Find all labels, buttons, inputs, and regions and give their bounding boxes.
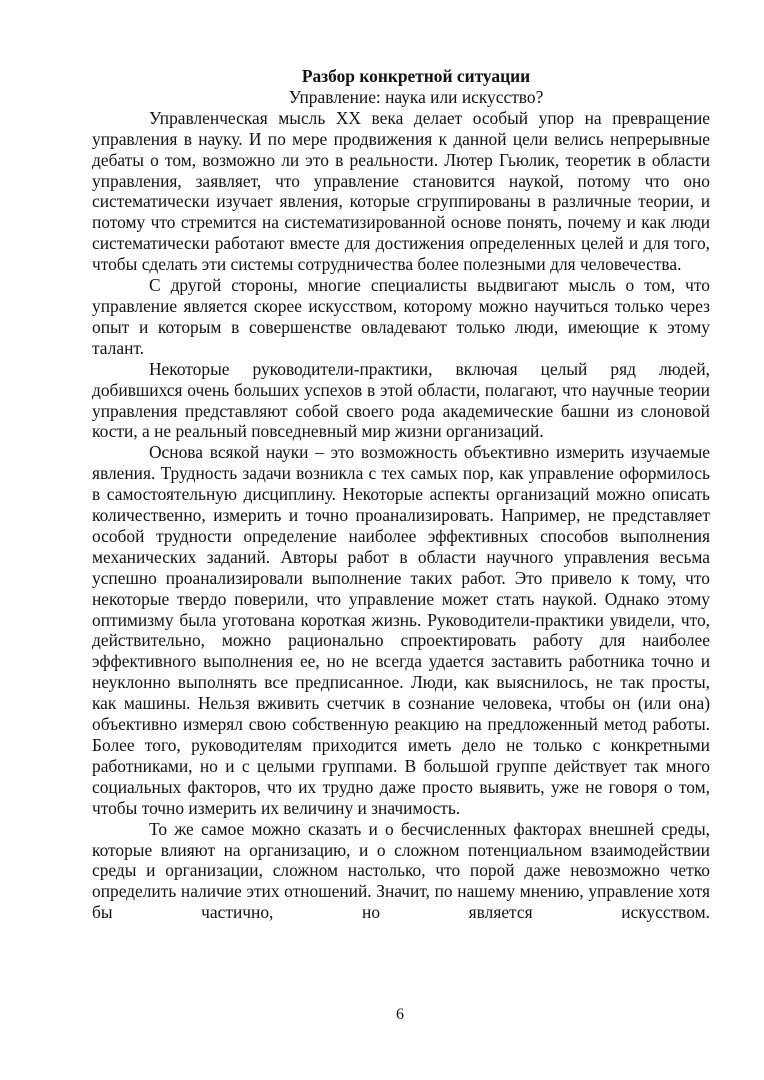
- paragraph-5: То же самое можно сказать и о бесчисленных факторах внешней среды, которые влияют на организацию, и о сложном потенциальном взаимодействии среды и организации, сложном настолько, что порой даже невозможно четко определить наличие этих отношений. Значит, по нашему мнению, управление хотя бы частично, но является искусством.: [92, 818, 710, 923]
- paragraph-1: Управленческая мысль XX века делает особый упор на превращение управления в науку. И по мере продвижения к данной цели велись непрерывные дебаты о том, возможно ли это в реальности. Лютер Гьюлик, теоретик в области управления, заявляет, что управление становится наукой, потому что оно систематически изучает явления, которые сгруппированы в различные теории, и потому что стремится на систематизированной основе понять, почему и как люди систематически работают вместе для достижения определенных целей и для того, чтобы сделать эти системы сотрудничества более полезными для человечества.: [92, 107, 710, 275]
- paragraph-3: Некоторые руководители-практики, включая целый ряд людей, добившихся очень больших успехов в этой области, полагают, что научные теории управления представляют собой своего рода академические башни из слоновой кости, а не реальный повседневный мир жизни организаций.: [92, 358, 710, 442]
- case-study-title: Разбор конкретной ситуации: [301, 66, 531, 86]
- page-number: 6: [396, 1006, 404, 1023]
- paragraph-4: Основа всякой науки – это возможность объективно измерить изучаемые явления. Трудность задачи возникла с тех самых пор, как управление оформилось в самостоятельную дисциплину. Некоторые аспекты организаций можно описать количественно, измерить и точно проанализировать. Например, не представляет особой трудности определение наиболее эффективных способов выполнения механических заданий. Авторы работ в области научного управления весьма успешно проанализировали выполнение таких работ. Это привело к тому, что некоторые твердо поверили, что управление может стать наукой. Однако этому оптимизму была уготована короткая жизнь. Руководители-практики увидели, что, действительно, можно рационально спроектировать работу для наиболее эффективного выполнения ее, но не всегда удается заставить работника точно и неуклонно выполнять все предписанное. Люди, как выяснилось, не так просты, как машины. Нельзя вживить счетчик в сознание человека, чтобы он (или она) объективно измерял свою собственную реакцию на предложенный метод работы. Более того, руководителям приходится иметь дело не только с конкретными работниками, но и с целыми группами. В большой группе действует так много социальных факторов, что их трудно даже просто выявить, уже не говоря о том, чтобы точно измерить их величину и значимость.: [92, 442, 710, 818]
- case-study-subtitle: Управление: наука или искусство?: [288, 86, 544, 107]
- page-content: [92, 66, 710, 923]
- paragraph-2: С другой стороны, многие специалисты выдвигают мысль о том, что управление является скорее искусством, которому можно научиться только через опыт и которым в совершенстве овладевают только люди, имеющие к этому талант.: [92, 275, 710, 358]
